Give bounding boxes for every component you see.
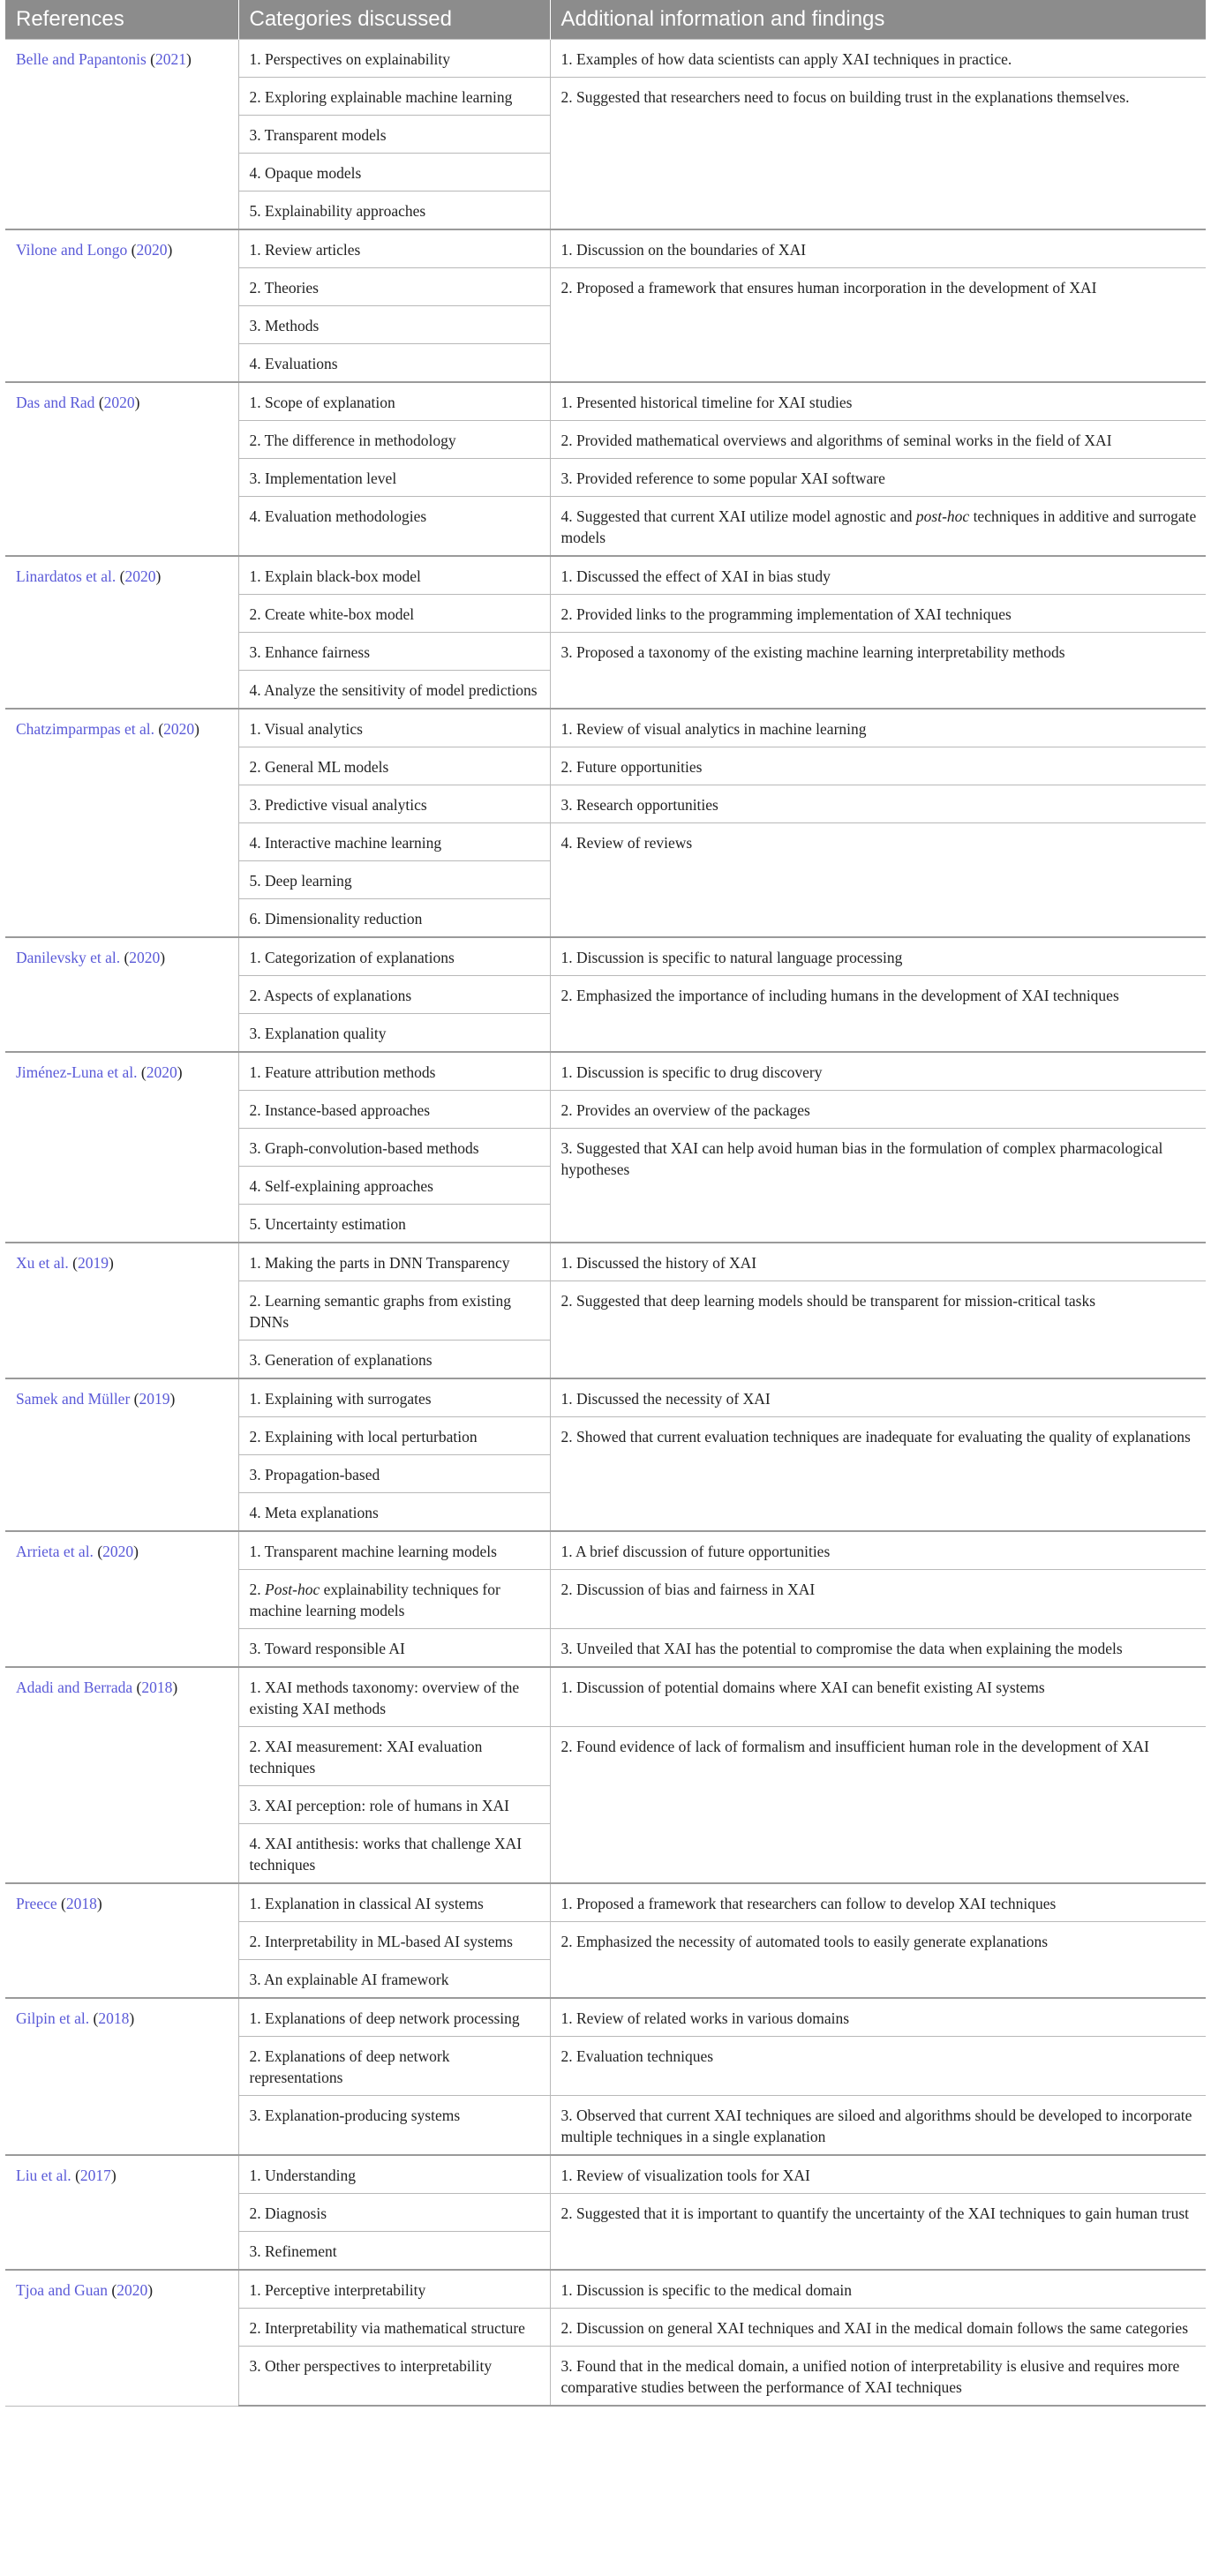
reference-link[interactable]: Chatzimparmpas et al. — [16, 720, 154, 738]
category-cell: 3. Transparent models — [238, 116, 550, 154]
table-body — [5, 40, 1206, 2407]
finding-cell: 1. Review of related works in various domains — [550, 1998, 1206, 2037]
finding-cell: 1. Presented historical timeline for XAI studies — [550, 382, 1206, 421]
italic-term: Post-hoc — [265, 1581, 320, 1598]
table-row — [5, 2155, 1206, 2194]
finding-cell: 1. Discussion is specific to drug discovery — [550, 1052, 1206, 1091]
reference-year-link[interactable]: 2020 — [136, 241, 168, 259]
paren-close: ) — [160, 949, 166, 966]
table-row — [5, 1531, 1206, 1570]
finding-cell: 2. Discussion of bias and fairness in XAI — [550, 1570, 1206, 1629]
reference-link[interactable]: Adadi and Berrada — [16, 1679, 133, 1696]
finding-cell: 1. Discussed the necessity of XAI — [550, 1378, 1206, 1417]
reference-link[interactable]: Samek and Müller — [16, 1390, 131, 1408]
finding-cell: 2. Showed that current evaluation techniques are inadequate for evaluating the quality of explanations — [550, 1417, 1206, 1532]
reference-cell — [5, 1667, 238, 1883]
reference-link[interactable]: Das and Rad — [16, 394, 95, 411]
category-cell: 4. Opaque models — [238, 154, 550, 192]
table-row — [5, 1243, 1206, 1281]
table-row — [5, 40, 1206, 78]
category-cell: 3. Predictive visual analytics — [238, 785, 550, 823]
table-header — [5, 0, 1206, 40]
category-cell: 1. Feature attribution methods — [238, 1052, 550, 1091]
header-row — [5, 0, 1206, 40]
category-cell: 1. Explain black-box model — [238, 556, 550, 595]
category-cell: 1. Explanations of deep network processing — [238, 1998, 550, 2037]
category-cell: 2. Theories — [238, 268, 550, 306]
finding-cell: 1. Discussion on the boundaries of XAI — [550, 229, 1206, 268]
category-cell: 1. Explanation in classical AI systems — [238, 1883, 550, 1922]
reference-year-link[interactable]: 2020 — [102, 1543, 134, 1560]
category-cell: 2. Interpretability in ML-based AI systems — [238, 1922, 550, 1960]
finding-cell: 1. Discussion is specific to natural language processing — [550, 937, 1206, 976]
reference-cell — [5, 937, 238, 1052]
reference-year-link[interactable]: 2021 — [154, 50, 186, 68]
table-row — [5, 556, 1206, 595]
category-cell: 2. XAI measurement: XAI evaluation techniques — [238, 1727, 550, 1786]
reference-cell — [5, 2270, 238, 2406]
finding-cell: 2. Found evidence of lack of formalism and insufficient human role in the development of XAI — [550, 1727, 1206, 1884]
reference-cell — [5, 40, 238, 230]
table-row — [5, 1378, 1206, 1417]
category-cell: 2. Diagnosis — [238, 2194, 550, 2232]
table-row — [5, 1052, 1206, 1091]
category-cell: 3. Generation of explanations — [238, 1341, 550, 1379]
paren-open: ( — [56, 1895, 66, 1912]
reference-cell — [5, 382, 238, 556]
paren-open: ( — [71, 2167, 80, 2184]
reference-cell — [5, 1052, 238, 1243]
reference-year-link[interactable]: 2019 — [77, 1254, 109, 1272]
references-table — [5, 0, 1206, 2407]
paren-close: ) — [147, 2281, 154, 2299]
finding-cell: 2. Provided links to the programming implementation of XAI techniques — [550, 595, 1206, 633]
paren-open: ( — [127, 241, 137, 259]
paren-close: ) — [155, 567, 162, 585]
finding-cell: 1. Discussed the effect of XAI in bias study — [550, 556, 1206, 595]
category-cell: 1. Perceptive interpretability — [238, 2270, 550, 2309]
category-cell: 2. Aspects of explanations — [238, 976, 550, 1014]
category-cell: 3. XAI perception: role of humans in XAI — [238, 1786, 550, 1824]
finding-cell: 2. Provides an overview of the packages — [550, 1091, 1206, 1129]
table-row — [5, 937, 1206, 976]
paren-open: ( — [94, 394, 104, 411]
finding-cell: 3. Research opportunities — [550, 785, 1206, 823]
reference-cell — [5, 229, 238, 382]
finding-cell: 2. Suggested that deep learning models should be transparent for mission-critical tasks — [550, 1281, 1206, 1379]
category-cell: 4. Analyze the sensitivity of model predictions — [238, 671, 550, 710]
category-cell: 1. Explaining with surrogates — [238, 1378, 550, 1417]
paren-close: ) — [169, 1390, 176, 1408]
paren-close: ) — [108, 1254, 114, 1272]
category-cell: 4. Self-explaining approaches — [238, 1167, 550, 1205]
category-cell: 4. Evaluation methodologies — [238, 497, 550, 557]
finding-cell: 1. A brief discussion of future opportunities — [550, 1531, 1206, 1570]
finding-cell: 3. Found that in the medical domain, a unified notion of interpretability is elusive and requires more comparative studies between the performance of XAI techniques — [550, 2347, 1206, 2407]
category-cell: 4. XAI antithesis: works that challenge XAI techniques — [238, 1824, 550, 1884]
header-categories: Categories discussed — [238, 0, 550, 40]
finding-cell: 2. Emphasized the necessity of automated tools to easily generate explanations — [550, 1922, 1206, 1999]
category-cell: 5. Uncertainty estimation — [238, 1205, 550, 1243]
finding-cell: 2. Emphasized the importance of including humans in the development of XAI techniques — [550, 976, 1206, 1053]
finding-cell: 1. Review of visual analytics in machine learning — [550, 709, 1206, 747]
reference-link[interactable]: Arrieta et al. — [16, 1543, 94, 1560]
reference-cell — [5, 1243, 238, 1378]
category-cell: 2. Interpretability via mathematical structure — [238, 2309, 550, 2347]
paren-open: ( — [120, 949, 130, 966]
paren-open: ( — [132, 1679, 142, 1696]
paren-open: ( — [93, 1543, 103, 1560]
reference-year-link[interactable]: 2020 — [129, 949, 161, 966]
paren-close: ) — [129, 2009, 135, 2027]
finding-cell: 1. Proposed a framework that researchers can follow to develop XAI techniques — [550, 1883, 1206, 1922]
finding-cell: 3. Provided reference to some popular XAI software — [550, 459, 1206, 497]
reference-year-link[interactable]: 2020 — [117, 2281, 148, 2299]
table-row — [5, 229, 1206, 268]
finding-cell: 2. Suggested that researchers need to focus on building trust in the explanations themselves. — [550, 78, 1206, 230]
reference-cell — [5, 2155, 238, 2270]
category-cell: 3. Propagation-based — [238, 1455, 550, 1493]
reference-year-link[interactable]: 2018 — [141, 1679, 173, 1696]
reference-cell — [5, 556, 238, 709]
paren-close: ) — [172, 1679, 178, 1696]
category-cell: 1. Perspectives on explainability — [238, 40, 550, 78]
reference-year-link[interactable]: 2020 — [124, 567, 156, 585]
paren-open: ( — [130, 1390, 139, 1408]
finding-cell: 2. Future opportunities — [550, 747, 1206, 785]
reference-cell — [5, 1883, 238, 1998]
category-cell: 3. Implementation level — [238, 459, 550, 497]
reference-link[interactable]: Belle and Papantonis — [16, 50, 147, 68]
paren-open: ( — [89, 2009, 99, 2027]
reference-year-link[interactable]: 2018 — [65, 1895, 97, 1912]
finding-cell: 4. Suggested that current XAI utilize model agnostic and post-hoc techniques in additive and surrogate models — [550, 497, 1206, 557]
finding-cell: 2. Evaluation techniques — [550, 2037, 1206, 2096]
reference-cell — [5, 1531, 238, 1667]
header-findings: Additional information and findings — [550, 0, 1206, 40]
category-cell: 3. Enhance fairness — [238, 633, 550, 671]
reference-year-link[interactable]: 2019 — [139, 1390, 170, 1408]
finding-cell: 2. Proposed a framework that ensures human incorporation in the development of XAI — [550, 268, 1206, 383]
paren-close: ) — [185, 50, 192, 68]
category-cell: 2. The difference in methodology — [238, 421, 550, 459]
reference-year-link[interactable]: 2020 — [163, 720, 195, 738]
category-cell: 1. Categorization of explanations — [238, 937, 550, 976]
category-cell: 6. Dimensionality reduction — [238, 899, 550, 938]
category-cell: 3. Methods — [238, 306, 550, 344]
category-cell: 3. Explanation quality — [238, 1014, 550, 1053]
finding-cell: 3. Suggested that XAI can help avoid human bias in the formulation of complex pharmacological hypotheses — [550, 1129, 1206, 1243]
category-cell: 3. Refinement — [238, 2232, 550, 2271]
category-cell: 5. Explainability approaches — [238, 192, 550, 230]
category-cell: 2. Post-hoc explainability techniques for machine learning models — [238, 1570, 550, 1629]
paren-close: ) — [194, 720, 199, 738]
finding-cell: 2. Discussion on general XAI techniques and XAI in the medical domain follows the same categories — [550, 2309, 1206, 2347]
paren-close: ) — [167, 241, 173, 259]
finding-cell: 3. Observed that current XAI techniques are siloed and algorithms should be developed to incorporate multiple techniques in a single explanation — [550, 2096, 1206, 2156]
category-cell: 1. Understanding — [238, 2155, 550, 2194]
reference-link[interactable]: Jiménez-Luna et al. — [16, 1063, 138, 1081]
reference-year-link[interactable]: 2020 — [146, 1063, 177, 1081]
reference-cell — [5, 1998, 238, 2155]
category-cell: 2. Explaining with local perturbation — [238, 1417, 550, 1455]
reference-link[interactable]: Gilpin et al. — [16, 2009, 90, 2027]
finding-cell: 1. Examples of how data scientists can apply XAI techniques in practice. — [550, 40, 1206, 78]
table-row — [5, 1883, 1206, 1922]
reference-link[interactable]: Xu et al. — [16, 1254, 69, 1272]
paren-open: ( — [154, 720, 164, 738]
table-row — [5, 1667, 1206, 1727]
paren-open: ( — [108, 2281, 117, 2299]
category-cell: 1. XAI methods taxonomy: overview of the existing XAI methods — [238, 1667, 550, 1727]
reference-link[interactable]: Tjoa and Guan — [16, 2281, 108, 2299]
italic-term: post-hoc — [915, 507, 970, 525]
table-row — [5, 2270, 1206, 2309]
category-cell: 1. Transparent machine learning models — [238, 1531, 550, 1570]
reference-link[interactable]: Liu et al. — [16, 2167, 71, 2184]
finding-cell: 1. Discussion is specific to the medical domain — [550, 2270, 1206, 2309]
category-cell: 3. Graph-convolution-based methods — [238, 1129, 550, 1167]
category-cell: 2. Instance-based approaches — [238, 1091, 550, 1129]
finding-cell: 1. Discussed the history of XAI — [550, 1243, 1206, 1281]
finding-cell: 3. Unveiled that XAI has the potential to compromise the data when explaining the models — [550, 1629, 1206, 1668]
table-row — [5, 1998, 1206, 2037]
category-cell: 1. Visual analytics — [238, 709, 550, 747]
category-cell: 1. Scope of explanation — [238, 382, 550, 421]
category-cell: 1. Making the parts in DNN Transparency — [238, 1243, 550, 1281]
header-references: References — [5, 0, 238, 40]
reference-year-link[interactable]: 2020 — [103, 394, 135, 411]
reference-link[interactable]: Linardatos et al. — [16, 567, 117, 585]
category-cell: 2. Explanations of deep network representations — [238, 2037, 550, 2096]
reference-cell — [5, 709, 238, 937]
table-row — [5, 382, 1206, 421]
category-cell: 3. Explanation-producing systems — [238, 2096, 550, 2156]
finding-cell: 1. Review of visualization tools for XAI — [550, 2155, 1206, 2194]
paren-open: ( — [146, 50, 155, 68]
category-cell: 3. Other perspectives to interpretability — [238, 2347, 550, 2407]
category-cell: 2. Create white-box model — [238, 595, 550, 633]
reference-link[interactable]: Vilone and Longo — [16, 241, 128, 259]
category-cell: 3. Toward responsible AI — [238, 1629, 550, 1668]
category-cell: 2. Learning semantic graphs from existing DNNs — [238, 1281, 550, 1341]
finding-cell: 3. Proposed a taxonomy of the existing machine learning interpretability methods — [550, 633, 1206, 710]
paren-open: ( — [68, 1254, 78, 1272]
category-cell: 2. General ML models — [238, 747, 550, 785]
paren-close: ) — [177, 1063, 183, 1081]
finding-cell: 2. Suggested that it is important to quantify the uncertainty of the XAI techniques to gain human trust — [550, 2194, 1206, 2271]
table-row — [5, 709, 1206, 747]
category-cell: 4. Interactive machine learning — [238, 823, 550, 861]
category-cell: 3. An explainable AI framework — [238, 1960, 550, 1999]
reference-cell — [5, 1378, 238, 1531]
category-cell: 4. Meta explanations — [238, 1493, 550, 1532]
category-cell: 4. Evaluations — [238, 344, 550, 383]
paren-close: ) — [134, 394, 140, 411]
category-cell: 5. Deep learning — [238, 861, 550, 899]
paren-open: ( — [116, 567, 125, 585]
category-cell: 1. Review articles — [238, 229, 550, 268]
paren-close: ) — [110, 2167, 117, 2184]
finding-cell: 2. Provided mathematical overviews and algorithms of seminal works in the field of XAI — [550, 421, 1206, 459]
paren-close: ) — [133, 1543, 139, 1560]
finding-cell: 4. Review of reviews — [550, 823, 1206, 938]
category-cell: 2. Exploring explainable machine learning — [238, 78, 550, 116]
reference-link[interactable]: Preece — [16, 1895, 57, 1912]
reference-year-link[interactable]: 2018 — [98, 2009, 130, 2027]
reference-link[interactable]: Danilevsky et al. — [16, 949, 121, 966]
reference-year-link[interactable]: 2017 — [79, 2167, 111, 2184]
paren-open: ( — [137, 1063, 147, 1081]
paren-close: ) — [96, 1895, 102, 1912]
finding-cell: 1. Discussion of potential domains where XAI can benefit existing AI systems — [550, 1667, 1206, 1727]
